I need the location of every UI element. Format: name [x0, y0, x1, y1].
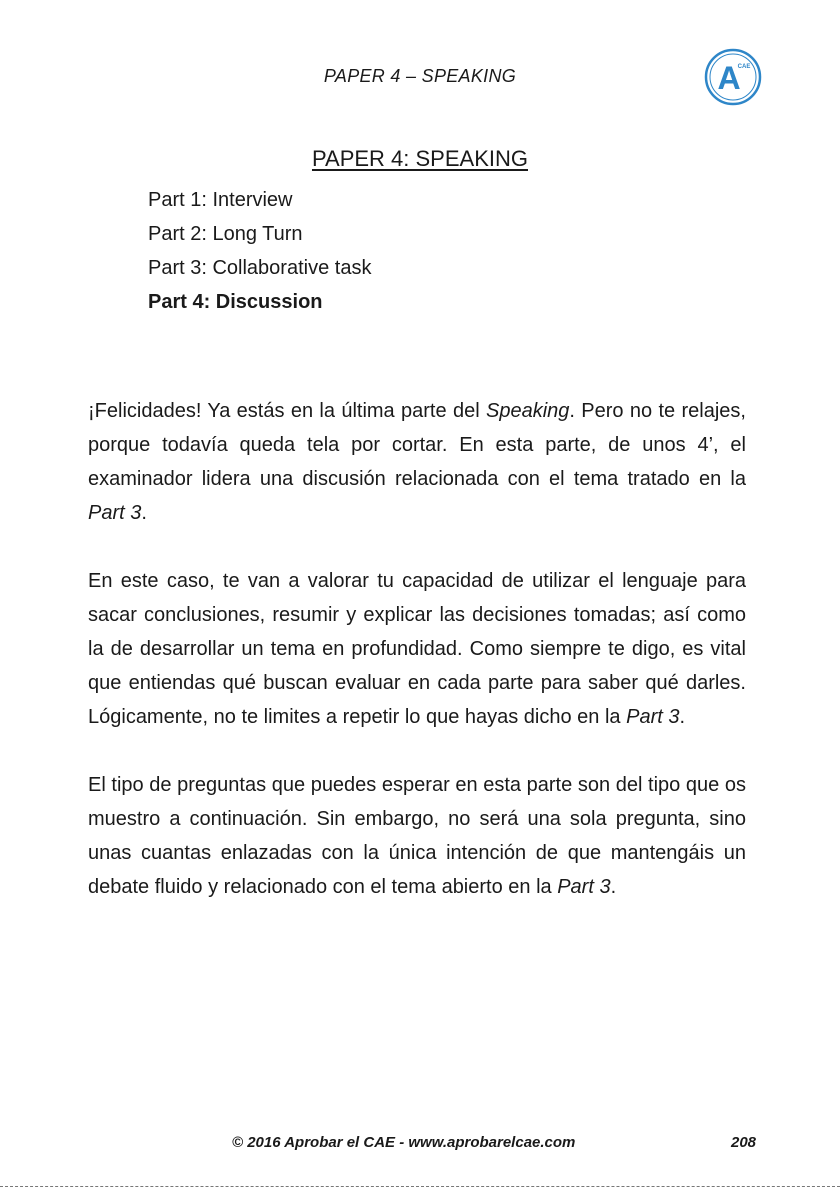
emphasis: Part 3	[88, 502, 142, 524]
emphasis: Part 3	[557, 876, 611, 898]
text: . Pero no te relajes, porque todavía queda tela por cortar. En esta parte, de unos 4’, el examinador lidera una discusión relacionada con el tema tratado en la	[88, 400, 746, 490]
part-item: Part 2: Long Turn	[148, 223, 303, 245]
logo-letter: A	[717, 60, 741, 96]
emphasis: Part 3	[626, 706, 680, 728]
text: .	[610, 876, 617, 898]
text: .	[141, 502, 147, 524]
copyright: © 2016 Aprobar el CAE - www.aprobarelcae.com	[232, 1134, 576, 1151]
logo-sub: CAE	[737, 64, 751, 70]
page-title: PAPER 4: SPEAKING	[311, 146, 528, 171]
part-item-current: Part 4: Discussion	[148, 291, 323, 313]
text: .	[679, 706, 686, 728]
paragraph-3	[88, 768, 746, 904]
emphasis: Speaking	[486, 400, 570, 422]
part-item: Part 3: Collaborative task	[148, 257, 372, 279]
part-item: Part 1: Interview	[148, 189, 293, 211]
cae-logo-icon	[704, 48, 762, 106]
text: ¡Felicidades! Ya estás en la última parte del	[88, 400, 486, 422]
text: En este caso, te van a valorar tu capacidad de utilizar el lenguaje para sacar conclusiones, resumir y explicar las decisiones tomadas; así como la de desarrollar un tema en profundidad. Como siempre te digo, es vital que entiendas qué buscan evaluar en cada parte para saber qué darles. Lógicamente, no te limites a repetir lo que hayas dicho en la	[88, 570, 746, 728]
page-number: 208	[731, 1134, 757, 1151]
footer-divider	[0, 1186, 840, 1187]
paragraph-1	[88, 394, 746, 530]
running-header: PAPER 4 – SPEAKING	[323, 66, 517, 86]
body-text	[88, 394, 746, 938]
paragraph-2	[88, 564, 746, 734]
parts-list	[148, 183, 371, 319]
text: El tipo de preguntas que puedes esperar en esta parte son del tipo que os muestro a continuación. Sin embargo, no será una sola pregunta, sino unas cuantas enlazadas con la única intención de que mantengáis un debate fluido y relacionado con el tema abierto en la	[88, 774, 746, 898]
